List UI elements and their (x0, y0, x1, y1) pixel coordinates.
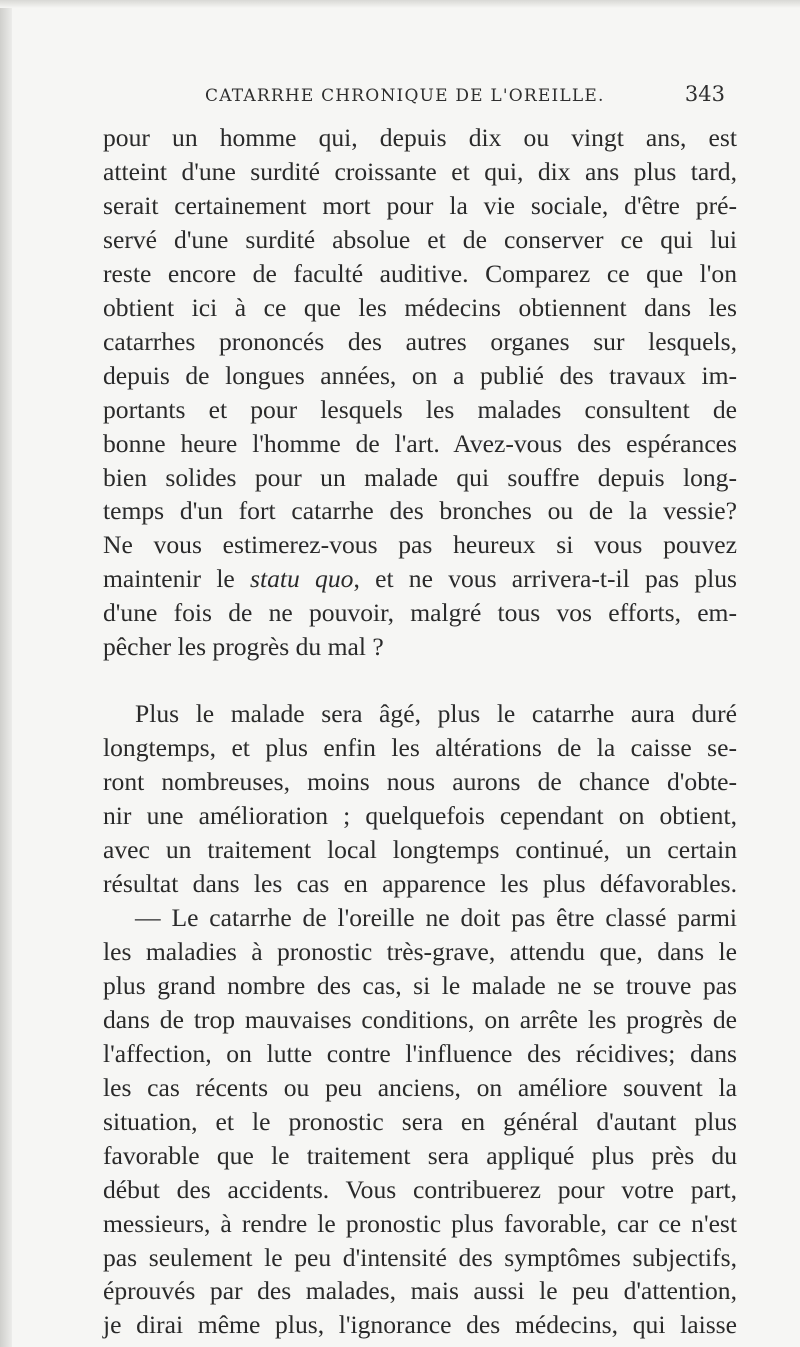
text-line: l'affection, on lutte contre l'influence des récidives; dans (103, 1038, 737, 1068)
text-line: bien solides pour un malade qui souffre depuis long- (103, 462, 737, 492)
text-line: d'une fois de ne pouvoir, malgré tous vos efforts, em- (103, 598, 737, 628)
running-title: CATARRHE CHRONIQUE DE L'OREILLE. (205, 86, 605, 106)
text-line: ront nombreuses, moins nous aurons de chance d'obte- (103, 767, 737, 797)
text-line: favorable que le traitement sera appliqué plus près du (103, 1140, 737, 1170)
text-line: les maladies à pronostic très-grave, attendu que, dans le (103, 936, 737, 966)
text-line: portants et pour lesquels les malades consultent de (103, 394, 737, 424)
page-header (205, 82, 725, 114)
text-line: pas seulement le peu d'intensité des symptômes subjectifs, (103, 1242, 737, 1272)
text-line: plus grand nombre des cas, si le malade ne se trouve pas (103, 970, 737, 1000)
text-line: — Le catarrhe de l'oreille ne doit pas être classé parmi (135, 902, 737, 932)
paragraph-spacer (103, 664, 737, 697)
text-line: les cas récents ou peu anciens, on améliore souvent la (103, 1072, 737, 1102)
text-line: résultat dans les cas en apparence les plus défavorables. (103, 869, 737, 899)
text-line: servé d'une surdité absolue et de conserver ce qui lui (103, 224, 737, 254)
text-line: bonne heure l'homme de l'art. Avez-vous des espérances (103, 428, 737, 458)
text-line: nir une amélioration ; quelquefois cependant on obtient, (103, 801, 737, 831)
text-line: depuis de longues années, on a publié des travaux im- (103, 360, 737, 390)
text-line: début des accidents. Vous contribuerez pour votre part, (103, 1174, 737, 1204)
text-line: avec un traitement local longtemps continué, un certain (103, 835, 737, 865)
text-line: obtient ici à ce que les médecins obtiennent dans les (103, 292, 737, 322)
text-line: catarrhes prononcés des autres organes sur lesquels, (103, 326, 737, 356)
text-line: messieurs, à rendre le pronostic plus favorable, car ce n'est (103, 1208, 737, 1238)
text-line: je dirai même plus, l'ignorance des médecins, qui laisse (103, 1310, 737, 1340)
text-line: Ne vous estimerez-vous pas heureux si vous pouvez (103, 530, 737, 560)
text-segment: , et ne vous arrivera-t-il pas plus (353, 564, 737, 594)
text-line: atteint d'une surdité croissante et qui, dix ans plus tard, (103, 156, 737, 186)
text-line: Plus le malade sera âgé, plus le catarrhe aura duré (135, 699, 737, 729)
italic-latin-phrase: statu quo (250, 564, 354, 594)
text-line: longtemps, et plus enfin les altérations de la caisse se- (103, 733, 737, 763)
body-text (103, 121, 737, 1342)
text-segment: maintenir le (103, 564, 251, 594)
text-line: éprouvés par des malades, mais aussi le peu d'attention, (103, 1276, 737, 1306)
text-line-with-italic (103, 562, 737, 596)
page-number: 343 (684, 82, 725, 106)
text-line: reste encore de faculté auditive. Comparez ce que l'on (103, 258, 737, 288)
text-line: serait certainement mort pour la vie sociale, d'être pré- (103, 190, 737, 220)
text-line: temps d'un fort catarrhe des bronches ou de la vessie? (103, 496, 737, 526)
text-line: dans de trop mauvaises conditions, on arrête les progrès de (103, 1004, 737, 1034)
text-line: pêcher les progrès du mal ? (103, 632, 384, 662)
text-line: pour un homme qui, depuis dix ou vingt ans, est (103, 123, 737, 152)
text-line: situation, et le pronostic sera en général d'autant plus (103, 1106, 737, 1136)
